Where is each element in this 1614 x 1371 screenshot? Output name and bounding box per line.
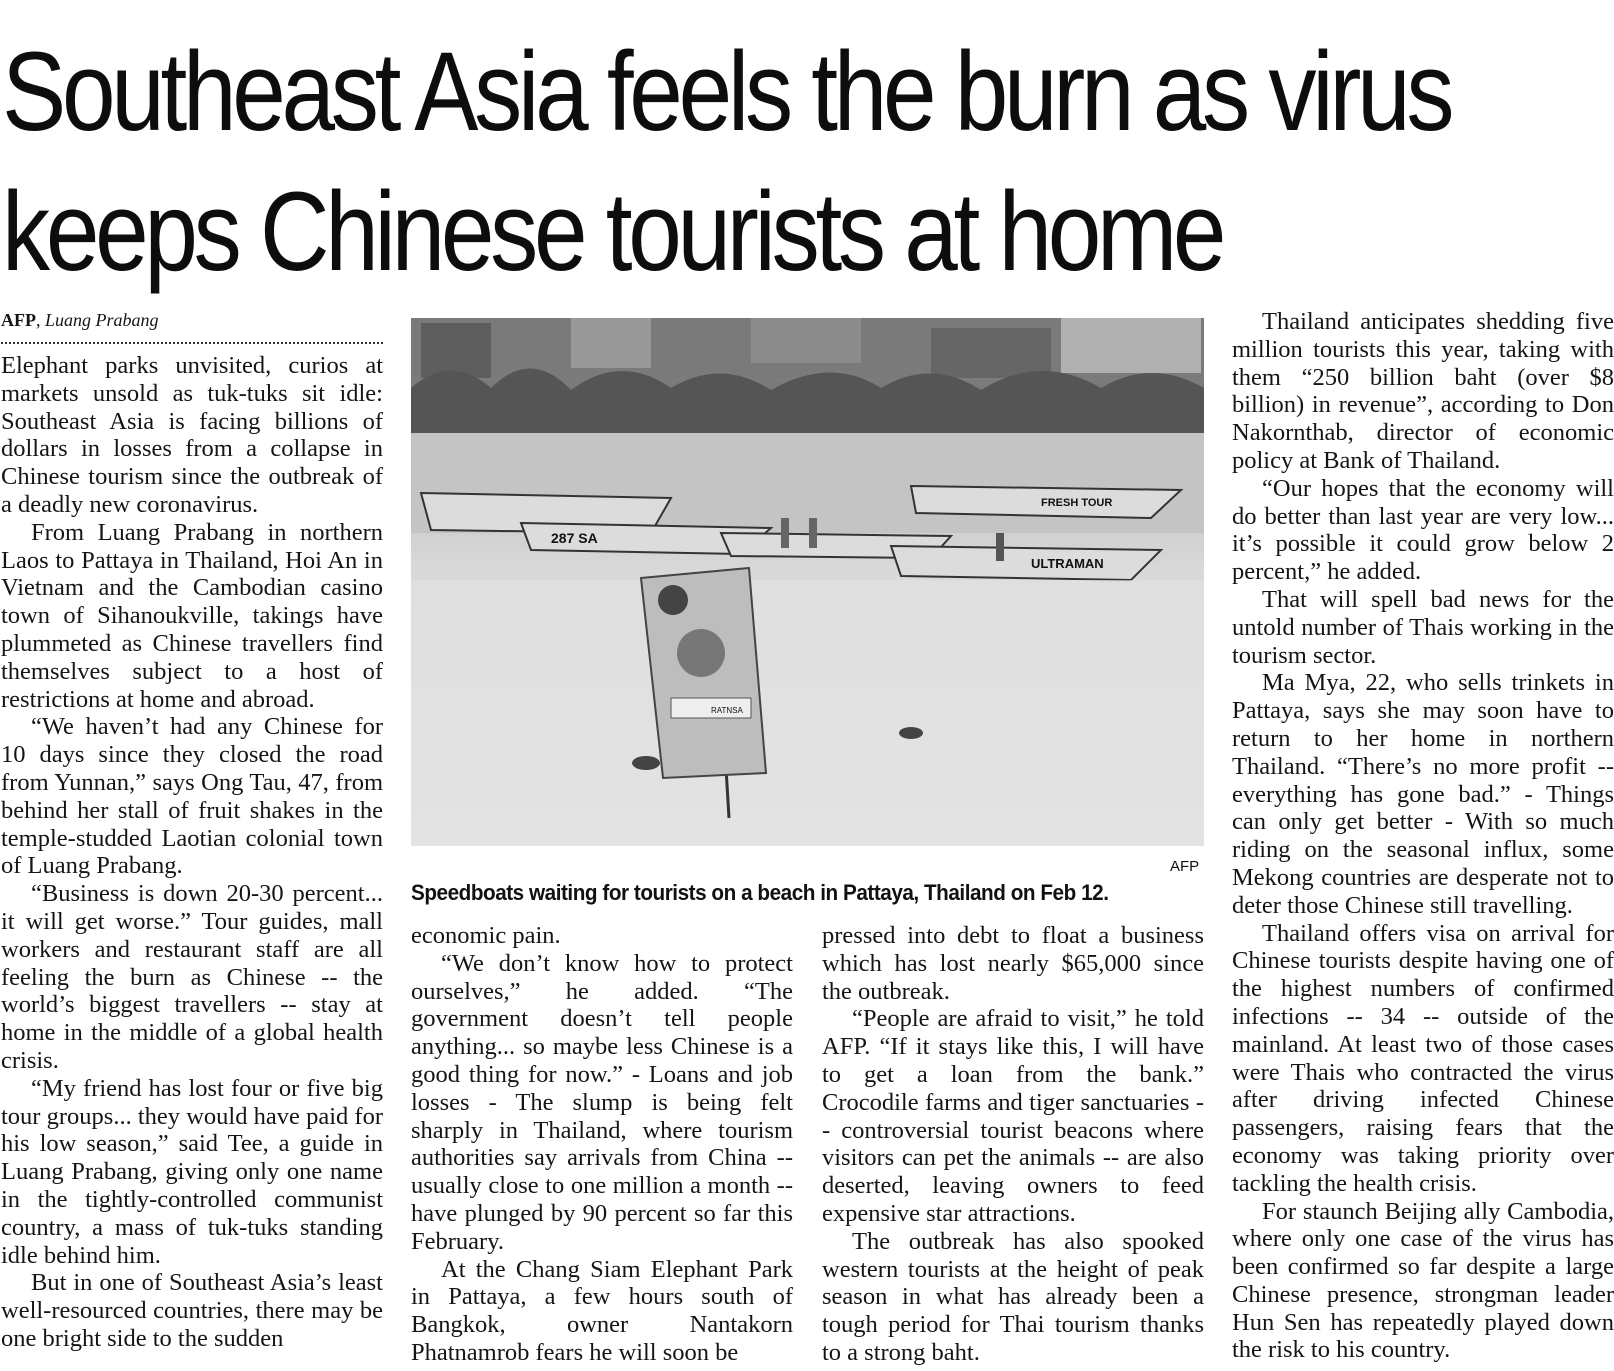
- byline: AFP, Luang Prabang: [1, 310, 159, 330]
- paragraph: “Business is down 20-30 percent... it will get worse.” Tour guides, mall workers and restaurant staff are all feeling the burn as Chinese -- the world’s biggest travellers -- stay at home in the middle of a global health crisis.: [1, 880, 383, 1074]
- paragraph: “People are afraid to visit,” he told AFP. “If it stays like this, I will have to get a loan from the bank.” Crocodile farms and tiger sanctuaries -- controversial tourist beacons where visitors can pet the animals -- are also deserted, leaving owners to feed expensive star attractions.: [822, 1005, 1204, 1227]
- byline-divider: [1, 334, 383, 344]
- paragraph: Ma Mya, 22, who sells trinkets in Pattaya, says she may soon have to return to her home in northern Thailand. “There’s no more profit -- everything has gone bad.” - Things can only get better - With so much riding on the seasonal influx, some Mekong countries are desperate not to deter those Chinese still travelling.: [1232, 669, 1614, 919]
- paragraph: At the Chang Siam Elephant Park in Pattaya, a few hours south of Bangkok, owner Nantakorn Phatnamrob fears he will soon be: [411, 1255, 793, 1366]
- photo-caption: Speedboats waiting for tourists on a beach in Pattaya, Thailand on Feb 12.: [411, 880, 1109, 905]
- article-column-2: [411, 922, 793, 1367]
- article-column-3: [822, 922, 1204, 1367]
- boat-label: RATNSA: [711, 706, 743, 715]
- paragraph: Thailand offers visa on arrival for Chinese tourists despite having one of the highest numbers of confirmed infections -- 34 -- outside of the mainland. At least two of those cases were Thais who contracted the virus after driving infected Chinese passengers, raising fears that the economy was taking priority over tackling the health crisis.: [1232, 919, 1614, 1197]
- boat-label: 287 SA: [551, 530, 598, 546]
- paragraph: From Luang Prabang in northern Laos to Pattaya in Thailand, Hoi An in Vietnam and the Cambodian casino town of Sihanoukville, takings have plummeted as Chinese travellers find themselves subject to a host of restrictions at home and abroad.: [1, 518, 383, 713]
- paragraph: pressed into debt to float a business which has lost nearly $65,000 since the outbreak.: [822, 922, 1204, 1005]
- paragraph: “My friend has lost four or five big tour groups... they would have paid for his low season,” said Tee, a guide in Luang Prabang, giving only one name in the tightly-controlled communist country, a mass of tuk-tuks standing idle behind him.: [1, 1074, 383, 1269]
- paragraph: That will spell bad news for the untold number of Thais working in the tourism sector.: [1232, 585, 1614, 669]
- headline-line-2: keeps Chinese tourists at home: [2, 169, 1223, 294]
- article-column-1: [1, 308, 383, 1353]
- paragraph: For staunch Beijing ally Cambodia, where only one case of the virus has been confirmed so far despite a large Chinese presence, strongman leader Hun Sen has repeatedly played down the risk to his country.: [1232, 1197, 1614, 1364]
- beach-photo-illustration: [411, 318, 1204, 846]
- article-column-4: [1232, 308, 1614, 1364]
- paragraph: Elephant parks unvisited, curios at markets unsold as tuk-tuks sit idle: Southeast Asia is facing billions of dollars in losses from a collapse in Chinese tourism since the outbreak of a deadly new coronavirus.: [1, 352, 383, 518]
- paragraph: Thailand anticipates shedding five million tourists this year, taking with them “250 billion baht (over $8 billion) in revenue”, according to Don Nakornthab, director of economic policy at Bank of Thailand.: [1232, 308, 1614, 474]
- paragraph: economic pain.: [411, 922, 561, 949]
- paragraph: But in one of Southeast Asia’s least well-resourced countries, there may be one bright side to the sudden: [1, 1269, 383, 1352]
- paragraph: “Our hopes that the economy will do better than last year are very low... it’s possible it could grow below 2 percent,” he added.: [1232, 474, 1614, 586]
- photo-credit: AFP: [1170, 858, 1200, 875]
- byline-place: Luang Prabang: [45, 310, 159, 330]
- boat-label: FRESH TOUR: [1041, 497, 1113, 509]
- headline: [2, 22, 1451, 302]
- paragraph: The outbreak has also spooked western tourists at the height of peak season in what has already been a tough period for Thai tourism thanks to a strong baht.: [822, 1227, 1204, 1366]
- news-photo: [411, 318, 1204, 846]
- boat-label: ULTRAMAN: [1031, 556, 1104, 571]
- byline-agency: AFP: [1, 310, 36, 330]
- paragraph: “We haven’t had any Chinese for 10 days since they closed the road from Yunnan,” says Ong Tau, 47, from behind her stall of fruit shakes in the temple-studded Laotian colonial town of Luang Prabang.: [1, 713, 383, 880]
- paragraph: “We don’t know how to protect ourselves,” he added. “The government doesn’t tell people anything... so maybe less Chinese is a good thing for now.” - Loans and job losses - The slump is being felt sharply in Thailand, where tourism authorities say arrivals from China -- usually close to one million a month -- have plunged by 90 percent so far this February.: [411, 949, 793, 1255]
- headline-line-1: Southeast Asia feels the burn as virus: [2, 29, 1451, 154]
